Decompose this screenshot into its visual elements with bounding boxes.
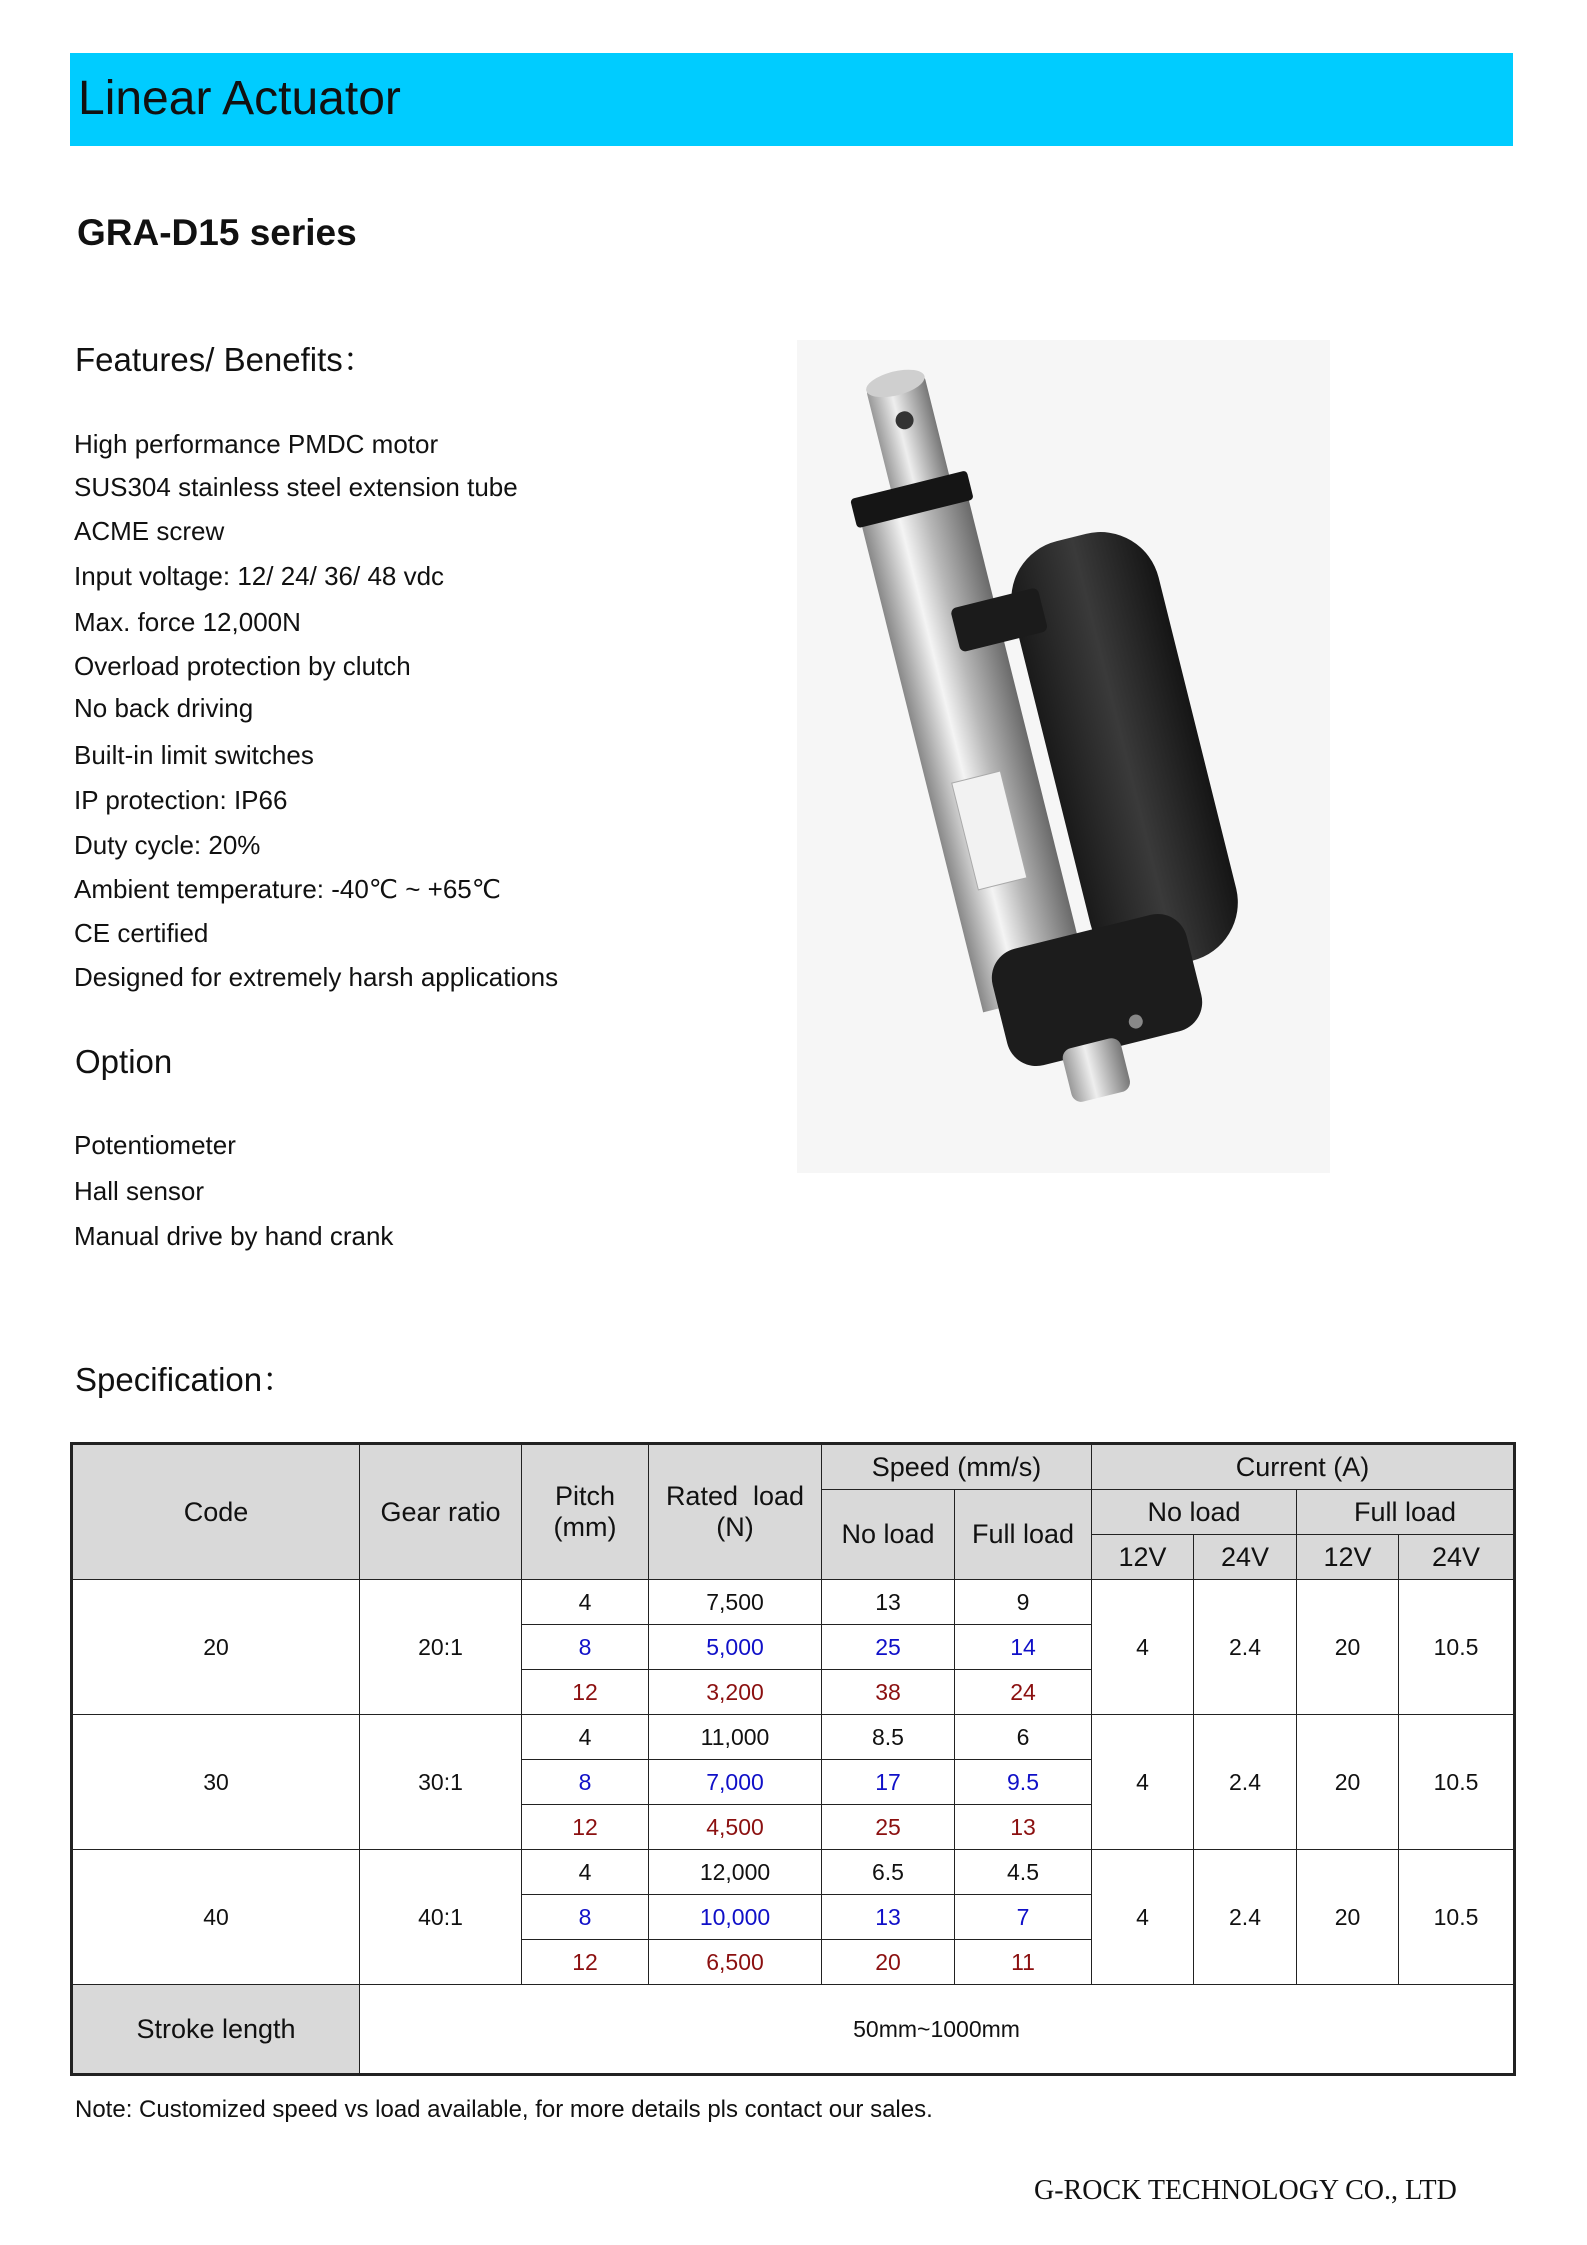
feature-item: Designed for extremely harsh applications (74, 962, 559, 992)
stroke-length-value: 50mm~1000mm (360, 1985, 1515, 2075)
feature-item: No back driving (74, 693, 254, 723)
load-cell: 7,000 (649, 1760, 822, 1805)
current-no-24v-cell: 2.4 (1194, 1580, 1297, 1715)
speed-no-load-cell: 17 (822, 1760, 955, 1805)
speed-no-load-cell: 8.5 (822, 1715, 955, 1760)
table-row (72, 1715, 1515, 1760)
load-cell: 11,000 (649, 1715, 822, 1760)
speed-full-load-cell: 9 (955, 1580, 1092, 1625)
load-cell: 10,000 (649, 1895, 822, 1940)
current-full-24v-cell: 10.5 (1399, 1580, 1515, 1715)
feature-item: Duty cycle: 20% (74, 830, 261, 860)
header-pitch-label: Pitch (554, 1481, 616, 1511)
header-24v: 24V (1194, 1535, 1297, 1580)
table-row (72, 1850, 1515, 1895)
header-speed-full-load: Full load (955, 1490, 1092, 1580)
pitch-cell: 8 (522, 1625, 649, 1670)
table-row (72, 1580, 1515, 1625)
code-cell: 20 (72, 1580, 360, 1715)
feature-item: SUS304 stainless steel extension tube (74, 472, 518, 502)
header-12v: 12V (1297, 1535, 1399, 1580)
speed-full-load-cell: 14 (955, 1625, 1092, 1670)
gear-ratio-cell: 40:1 (360, 1850, 522, 1985)
speed-no-load-cell: 6.5 (822, 1850, 955, 1895)
current-no-24v-cell: 2.4 (1194, 1715, 1297, 1850)
load-cell: 5,000 (649, 1625, 822, 1670)
header-current-full-load: Full load (1297, 1490, 1515, 1535)
current-full-12v-cell: 20 (1297, 1715, 1399, 1850)
feature-item: CE certified (74, 918, 209, 948)
header-rated-load-unit: (N) (716, 1512, 754, 1542)
current-full-12v-cell: 20 (1297, 1850, 1399, 1985)
load-cell: 6,500 (649, 1940, 822, 1985)
stroke-length-label: Stroke length (72, 1985, 360, 2075)
speed-no-load-cell: 25 (822, 1625, 955, 1670)
speed-full-load-cell: 4.5 (955, 1850, 1092, 1895)
header-12v: 12V (1092, 1535, 1194, 1580)
pitch-cell: 12 (522, 1670, 649, 1715)
speed-full-load-cell: 9.5 (955, 1760, 1092, 1805)
current-no-12v-cell: 4 (1092, 1715, 1194, 1850)
header-rated-load-label: Rated load (665, 1481, 805, 1511)
load-cell: 4,500 (649, 1805, 822, 1850)
pitch-cell: 12 (522, 1805, 649, 1850)
option-heading: Option (75, 1043, 173, 1080)
feature-item: Max. force 12,000N (74, 607, 301, 637)
load-cell: 12,000 (649, 1850, 822, 1895)
pitch-cell: 4 (522, 1715, 649, 1760)
linear-actuator-illustration (797, 340, 1330, 1173)
header-current-no-load: No load (1092, 1490, 1297, 1535)
feature-item: High performance PMDC motor (74, 429, 439, 459)
specification-table (70, 1442, 1516, 2076)
gear-ratio-cell: 30:1 (360, 1715, 522, 1850)
speed-no-load-cell: 20 (822, 1940, 955, 1985)
table-row (72, 1985, 1515, 2075)
load-cell: 7,500 (649, 1580, 822, 1625)
speed-full-load-cell: 7 (955, 1895, 1092, 1940)
current-no-12v-cell: 4 (1092, 1580, 1194, 1715)
company-name: G-ROCK TECHNOLOGY CO., LTD (1034, 2175, 1457, 2206)
speed-full-load-cell: 11 (955, 1940, 1092, 1985)
series-title: GRA-D15 series (77, 212, 357, 253)
feature-item: Ambient temperature: -40℃ ~ +65℃ (74, 874, 501, 904)
header-speed: Speed (mm/s) (822, 1444, 1092, 1490)
product-photo (797, 340, 1330, 1173)
page-title: Linear Actuator (78, 72, 401, 125)
features-heading: Features/ Benefits： (75, 341, 376, 378)
header-current: Current (A) (1092, 1444, 1515, 1490)
current-no-12v-cell: 4 (1092, 1850, 1194, 1985)
header-pitch (522, 1444, 649, 1580)
code-cell: 30 (72, 1715, 360, 1850)
header-speed-no-load: No load (822, 1490, 955, 1580)
header-pitch-unit: (mm) (553, 1512, 617, 1542)
current-no-24v-cell: 2.4 (1194, 1850, 1297, 1985)
feature-item: Overload protection by clutch (74, 651, 411, 681)
note-text: Note: Customized speed vs load available, for more details pls contact our sales. (75, 2096, 933, 2123)
pitch-cell: 8 (522, 1895, 649, 1940)
header-rated-load (649, 1444, 822, 1580)
title-banner (70, 53, 1513, 146)
load-cell: 3,200 (649, 1670, 822, 1715)
current-full-24v-cell: 10.5 (1399, 1715, 1515, 1850)
option-item: Manual drive by hand crank (74, 1221, 394, 1251)
feature-item: Input voltage: 12/ 24/ 36/ 48 vdc (74, 561, 445, 591)
speed-no-load-cell: 25 (822, 1805, 955, 1850)
feature-item: IP protection: IP66 (74, 785, 288, 815)
specification-heading: Specification： (75, 1361, 296, 1398)
pitch-cell: 4 (522, 1850, 649, 1895)
speed-no-load-cell: 13 (822, 1580, 955, 1625)
speed-full-load-cell: 13 (955, 1805, 1092, 1850)
pitch-cell: 8 (522, 1760, 649, 1805)
pitch-cell: 12 (522, 1940, 649, 1985)
speed-full-load-cell: 24 (955, 1670, 1092, 1715)
gear-ratio-cell: 20:1 (360, 1580, 522, 1715)
feature-item: Built-in limit switches (74, 740, 314, 770)
header-24v: 24V (1399, 1535, 1515, 1580)
header-gear-ratio: Gear ratio (360, 1444, 522, 1580)
current-full-24v-cell: 10.5 (1399, 1850, 1515, 1985)
code-cell: 40 (72, 1850, 360, 1985)
header-code: Code (72, 1444, 360, 1580)
option-item: Hall sensor (74, 1176, 205, 1206)
pitch-cell: 4 (522, 1580, 649, 1625)
speed-no-load-cell: 38 (822, 1670, 955, 1715)
feature-item: ACME screw (74, 516, 225, 546)
option-item: Potentiometer (74, 1130, 236, 1160)
speed-full-load-cell: 6 (955, 1715, 1092, 1760)
current-full-12v-cell: 20 (1297, 1580, 1399, 1715)
speed-no-load-cell: 13 (822, 1895, 955, 1940)
